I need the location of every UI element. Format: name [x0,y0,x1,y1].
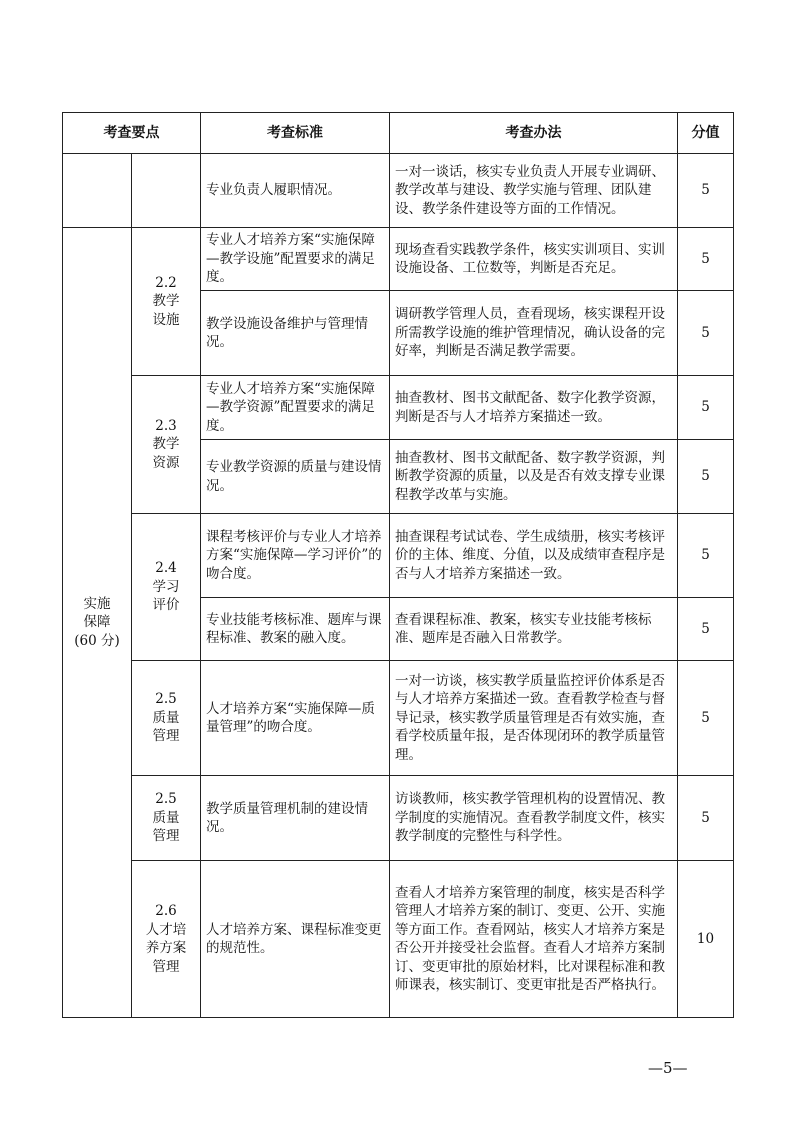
score-cell: 5 [678,154,734,228]
group-label: 管理 [152,828,180,845]
group-label: 养方案 [145,940,187,956]
score-cell: 5 [678,776,734,861]
group-label: 质量 [152,809,180,826]
score-cell: 5 [678,661,734,776]
header-method: 考查办法 [390,113,678,154]
section-label-3: (60 分) [74,632,120,649]
group-label: 评价 [152,597,180,614]
section-label-2: 保障 [83,614,111,631]
score-cell: 5 [678,228,734,291]
group-label: 学习 [152,578,180,595]
group-label: 管理 [152,728,180,745]
standard-cell: 专业负责人履职情况。 [201,154,390,228]
group-cell [132,861,201,1018]
method-cell: 抽查教材、图书文献配备、数字化教学资源，判断是否与人才培养方案描述一致。 [390,376,678,440]
table-row [63,661,734,776]
blank-cell [132,154,201,228]
page-number: —5— [648,1059,688,1077]
standard-cell: 专业人才培养方案“实施保障—教学设施”配置要求的满足度。 [201,228,390,291]
group-label: 资源 [152,454,180,471]
standard-cell: 人才培养方案、课程标准变更的规范性。 [201,861,390,1018]
method-cell: 调研教学管理人员，查看现场，核实课程开设所需教学设施的维护管理情况，确认设备的完好率，判断是否满足教学需要。 [390,291,678,376]
method-cell: 现场查看实践教学条件，核实实训项目、实训设施设备、工位数等，判断是否充足。 [390,228,678,291]
standard-cell: 专业教学资源的质量与建设情况。 [201,440,390,514]
table-row [63,228,734,291]
method-cell: 抽查教材、图书文献配备、数字教学资源，判断教学资源的质量，以及是否有效支撑专业课程教学改革与实施。 [390,440,678,514]
standard-cell: 课程考核评价与专业人才培养方案“实施保障—学习评价”的吻合度。 [201,514,390,598]
method-cell: 访谈教师，核实教学管理机构的设置情况、教学制度的实施情况。查看教学制度文件，核实教学制度的完整性与科学性。 [390,776,678,861]
group-cell [132,514,201,661]
standard-cell: 教学质量管理机制的建设情况。 [201,776,390,861]
score-cell: 5 [678,376,734,440]
group-number: 2.6 [155,903,177,919]
table-row [63,861,734,1018]
score-cell: 5 [678,598,734,661]
evaluation-table [62,112,734,1018]
method-cell: 查看课程标准、教案，核实专业技能考核标准、题库是否融入日常教学。 [390,598,678,661]
score-cell: 5 [678,291,734,376]
table-row [63,514,734,598]
group-cell [132,376,201,514]
header-row [63,113,734,154]
standard-cell: 人才培养方案“实施保障—质量管理”的吻合度。 [201,661,390,776]
table-row [63,776,734,861]
blank-cell [63,154,132,228]
group-label: 教学 [152,293,180,310]
standard-cell: 专业人才培养方案“实施保障—教学资源”配置要求的满足度。 [201,376,390,440]
group-number: 2.2 [155,274,177,291]
group-number: 2.4 [155,560,177,577]
group-label: 管理 [152,958,180,975]
table-row [63,376,734,440]
method-cell: 抽查课程考试试卷、学生成绩册，核实考核评价的主体、维度、分值，以及成绩审查程序是否与人才培养方案描述一致。 [390,514,678,598]
header-key-points: 考查要点 [63,113,201,154]
method-cell: 一对一谈话，核实专业负责人开展专业调研、教学改革与建设、教学实施与管理、团队建设、教学条件建设等方面的工作情况。 [390,154,678,228]
method-cell: 一对一访谈，核实教学质量监控评价体系是否与人才培养方案描述一致。查看教学检查与督导记录，核实教学质量管理是否有效实施，查看学校质量年报，是否体现闭环的教学质量管理。 [390,661,678,776]
group-label: 人才培 [145,921,187,938]
group-number: 2.5 [155,791,177,808]
score-cell: 10 [678,861,734,1018]
standard-cell: 教学设施设备维护与管理情况。 [201,291,390,376]
group-number: 2.3 [155,417,177,434]
group-cell [132,661,201,776]
group-label: 教学 [152,436,180,453]
group-cell [132,228,201,376]
section-label-1: 实施 [83,595,111,612]
table-row [63,154,734,228]
score-cell: 5 [678,514,734,598]
group-label: 设施 [152,311,180,328]
method-cell: 查看人才培养方案管理的制度，核实是否科学管理人才培养方案的制订、变更、公开、实施等方面工作。查看网站，核实人才培养方案是否公开并接受社会监督。查看人才培养方案制订、变更审批的原始材料，比对课程标准和教师课表，核实制订、变更审批是否严格执行。 [390,861,678,1018]
header-score: 分值 [678,113,734,154]
header-standard: 考查标准 [201,113,390,154]
group-label: 质量 [152,709,180,726]
group-number: 2.5 [155,691,177,708]
score-cell: 5 [678,440,734,514]
standard-cell: 专业技能考核标准、题库与课程标准、教案的融入度。 [201,598,390,661]
group-cell [132,776,201,861]
section-cell [63,228,132,1018]
